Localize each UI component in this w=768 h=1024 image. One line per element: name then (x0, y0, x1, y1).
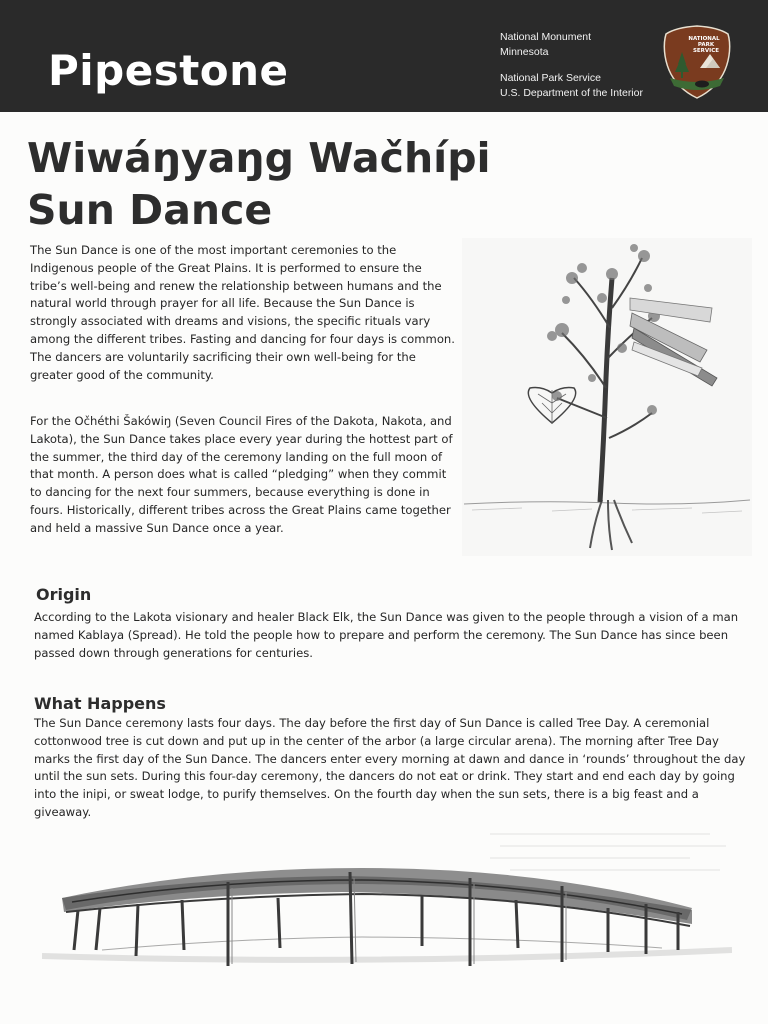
state: Minnesota (500, 46, 549, 58)
header-info (500, 30, 660, 101)
site-name: Pipestone (48, 46, 289, 95)
arbor-illustration (42, 838, 732, 978)
designation: National Monument (500, 31, 592, 43)
intro-paragraph-1: The Sun Dance is one of the most important ceremonies to the Indigenous people of the Great Plains. It is performed to ensure the tribe’s well-being and renew the relationship between humans and the natural world through prayer for all life. Because the Sun Dance is strongly associated with dreams and visions, the specific rituals vary among the different tribes. Fasting and dancing for four days is common. The dancers are voluntarily sacrificing their own well-being for the greater good of the community. (30, 243, 455, 382)
what-happens-text: The Sun Dance ceremony lasts four days. The day before the first day of Sun Dance is called Tree Day. A ceremonial cottonwood tree is cut down and put up in the center of the arbor (a large circular arena). The morning after Tree Day marks the first day of the Sun Dance. The dancers enter every morning at dawn and dance in ‘rounds’ throughout the day until the sun sets. During this four-day ceremony, the dancers do not eat or drink. They start and end each day by going into the inipi, or sweat lodge, to purify themselves. On the fourth day when the sun sets, there is a big feast and a giveaway. (34, 716, 746, 819)
what-happens-heading: What Happens (34, 694, 166, 713)
header-banner (0, 0, 768, 112)
title-lakota: Wiwáŋyaŋg Wačhípi (27, 134, 491, 182)
cottonwood-tree-illustration (462, 238, 752, 556)
intro-paragraph-2: For the Očhéthi Šakówiŋ (Seven Council Fires of the Dakota, Nakota, and Lakota), the Sun Dance takes place every year during the hottest part of the summer, the third day of the ceremony landing on the full moon of that month. A person does what is called “pledging” when they commit to dancing for the next four summers, because everything is done in fours. Historically, different tribes across the Great Plains came together and held a massive Sun Dance once a year. (30, 414, 453, 535)
nps-arrowhead-logo (660, 24, 734, 100)
title-english: Sun Dance (27, 186, 273, 234)
origin-heading: Origin (36, 585, 92, 604)
logo-text-1: NATIONAL (688, 36, 720, 42)
agency: National Park Service (500, 72, 601, 84)
logo-text-3: SERVICE (692, 48, 720, 54)
logo-text-2: PARK (697, 42, 715, 48)
page-title (27, 132, 727, 236)
department: U.S. Department of the Interior (500, 87, 643, 99)
origin-text: According to the Lakota visionary and healer Black Elk, the Sun Dance was given to the people through a vision of a man named Kablaya (Spread). He told the people how to prepare and perform the ceremony. The Sun Dance has since been passed down through generations for centuries. (34, 610, 739, 660)
